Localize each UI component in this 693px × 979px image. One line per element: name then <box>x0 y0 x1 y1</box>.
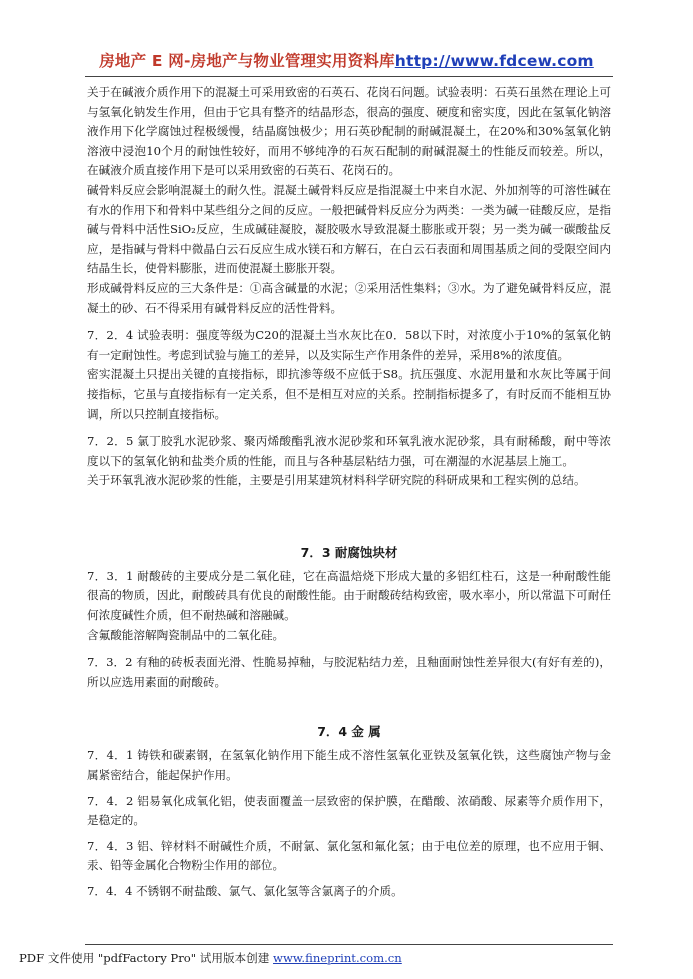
section-title-7-4: 7．4 金 属 <box>317 724 381 740</box>
paragraph: 含氟酸能溶解陶瓷制品中的二氧化硅。 <box>87 627 285 642</box>
document-body <box>87 83 611 902</box>
footer-divider <box>85 944 613 945</box>
clause-7-2-4: 7．2．4 试验表明：强度等级为C20的混凝土当水灰比在0．58以下时，对浓度小于10%的氢氧化钠有一定耐蚀性。考虑到试验与施工的差异，以及实际生产作用条件的差异，采用8%的浓度值。 <box>87 328 611 362</box>
site-url-link[interactable]: http://www.fdcew.com <box>394 52 594 70</box>
paragraph: 关于在碱液介质作用下的混凝土可采用致密的石英石、花岗石问题。试验表明：石英石虽然在理论上可与氢氧化钠发生作用，但由于它具有整齐的结晶形态，很高的强度、硬度和密实度，因此在氢氧化钠溶液作用下化学腐蚀过程极缓慢，结晶腐蚀极少；用石英砂配制的耐碱混凝土，在20%和30%氢氧化钠溶液中浸泡10个月的耐蚀性较好，而用不够纯净的石灰石配制的耐碱混凝土的性能反而较差。所以，在碱液介质直接作用下是可以采用致密的石英石、花岗石的。 <box>87 85 611 178</box>
clause-7-3-1: 7．3．1 耐酸砖的主要成分是二氧化硅，它在高温焙烧下形成大量的多铝红柱石，这是一种耐酸性能很高的物质，因此，耐酸砖具有优良的耐酸性能。由于耐酸砖结构致密，吸水率小，所以常温下可耐任何浓度碱性介质，但不耐热碱和溶融碱。 <box>87 568 611 623</box>
paragraph: 碱骨料反应会影响混凝土的耐久性。混凝土碱骨料反应是指混凝土中来自水泥、外加剂等的可溶性碱在有水的作用下和骨料中某些组分之间的反应。一般把碱骨料反应分为两类：一类为碱一硅酸反应，是指碱与骨料中活性SiO₂反应，生成碱硅凝胶，凝胶吸水导致混凝土膨胀或开裂；另一类为碱一碳酸盐反应，是指碱与骨料中微晶白云石反应生成水镁石和方解石，在白云石表面和周围基质之间的受限空间内结晶生长，使骨料膨胀，进而使混凝土膨胀开裂。 <box>87 182 611 276</box>
site-label: 房地产 E 网-房地产与物业管理实用资料库 <box>99 52 395 70</box>
clause-7-4-1: 7．4．1 铸铁和碳素钢，在氢氧化钠作用下能生成不溶性氢氧化亚铁及氢氧化铁，这些腐蚀产物与金属紧密结合，能起保护作用。 <box>87 748 611 783</box>
paragraph: 密实混凝土只提出关键的直接指标，即抗渗等级不应低于S8。抗压强度、水泥用量和水灰比等属于间接指标，它虽与直接指标有一定关系，但不是相互对应的关系。控制指标提多了，有时反而不能相互协调，所以只控制直接指标。 <box>87 367 611 421</box>
site-header <box>0 49 693 71</box>
footer-text: PDF 文件使用 "pdfFactory Pro" 试用版本创建 <box>19 951 274 965</box>
header-divider <box>85 76 613 77</box>
pdf-footer <box>19 950 402 966</box>
paragraph: 关于环氧乳液水泥砂浆的性能，主要是引用某建筑材料科学研究院的科研成果和工程实例的总结。 <box>87 473 586 488</box>
clause-7-4-2: 7．4．2 铝易氧化成氧化铝，使表面覆盖一层致密的保护膜，在醋酸、浓硝酸、尿素等介质作用下，是稳定的。 <box>87 793 611 828</box>
footer-link[interactable]: www.fineprint.com.cn <box>273 951 402 965</box>
clause-7-4-3: 7．4．3 铝、锌材料不耐碱性介质，不耐氯、氯化氢和氟化氢；由于电位差的原理，也不应用于铜、汞、铅等金属化合物粉尘作用的部位。 <box>87 838 611 873</box>
section-title-7-3: 7．3 耐腐蚀块材 <box>300 544 398 560</box>
clause-7-2-5: 7．2．5 氯丁胶乳水泥砂浆、聚丙烯酸酯乳液水泥砂浆和环氧乳液水泥砂浆，具有耐稀酸，耐中等浓度以下的氢氧化钠和盐类介质的性能，而且与各种基层粘结力强，可在潮湿的水泥基层上施工。 <box>87 434 611 468</box>
paragraph: 形成碱骨料反应的三大条件是：①高含碱量的水泥；②采用活性集料；③水。为了避免碱骨料反应，混凝土的砂、石不得采用有碱骨料反应的活性骨料。 <box>87 280 611 315</box>
clause-7-3-2: 7．3．2 有釉的砖板表面光滑、性脆易掉釉，与胶泥粘结力差，且釉面耐蚀性差异很大(有好有差的)，所以应选用素面的耐酸砖。 <box>87 655 611 689</box>
clause-7-4-4: 7．4．4 不锈钢不耐盐酸、氯气、氯化氢等含氯离子的介质。 <box>87 884 403 898</box>
